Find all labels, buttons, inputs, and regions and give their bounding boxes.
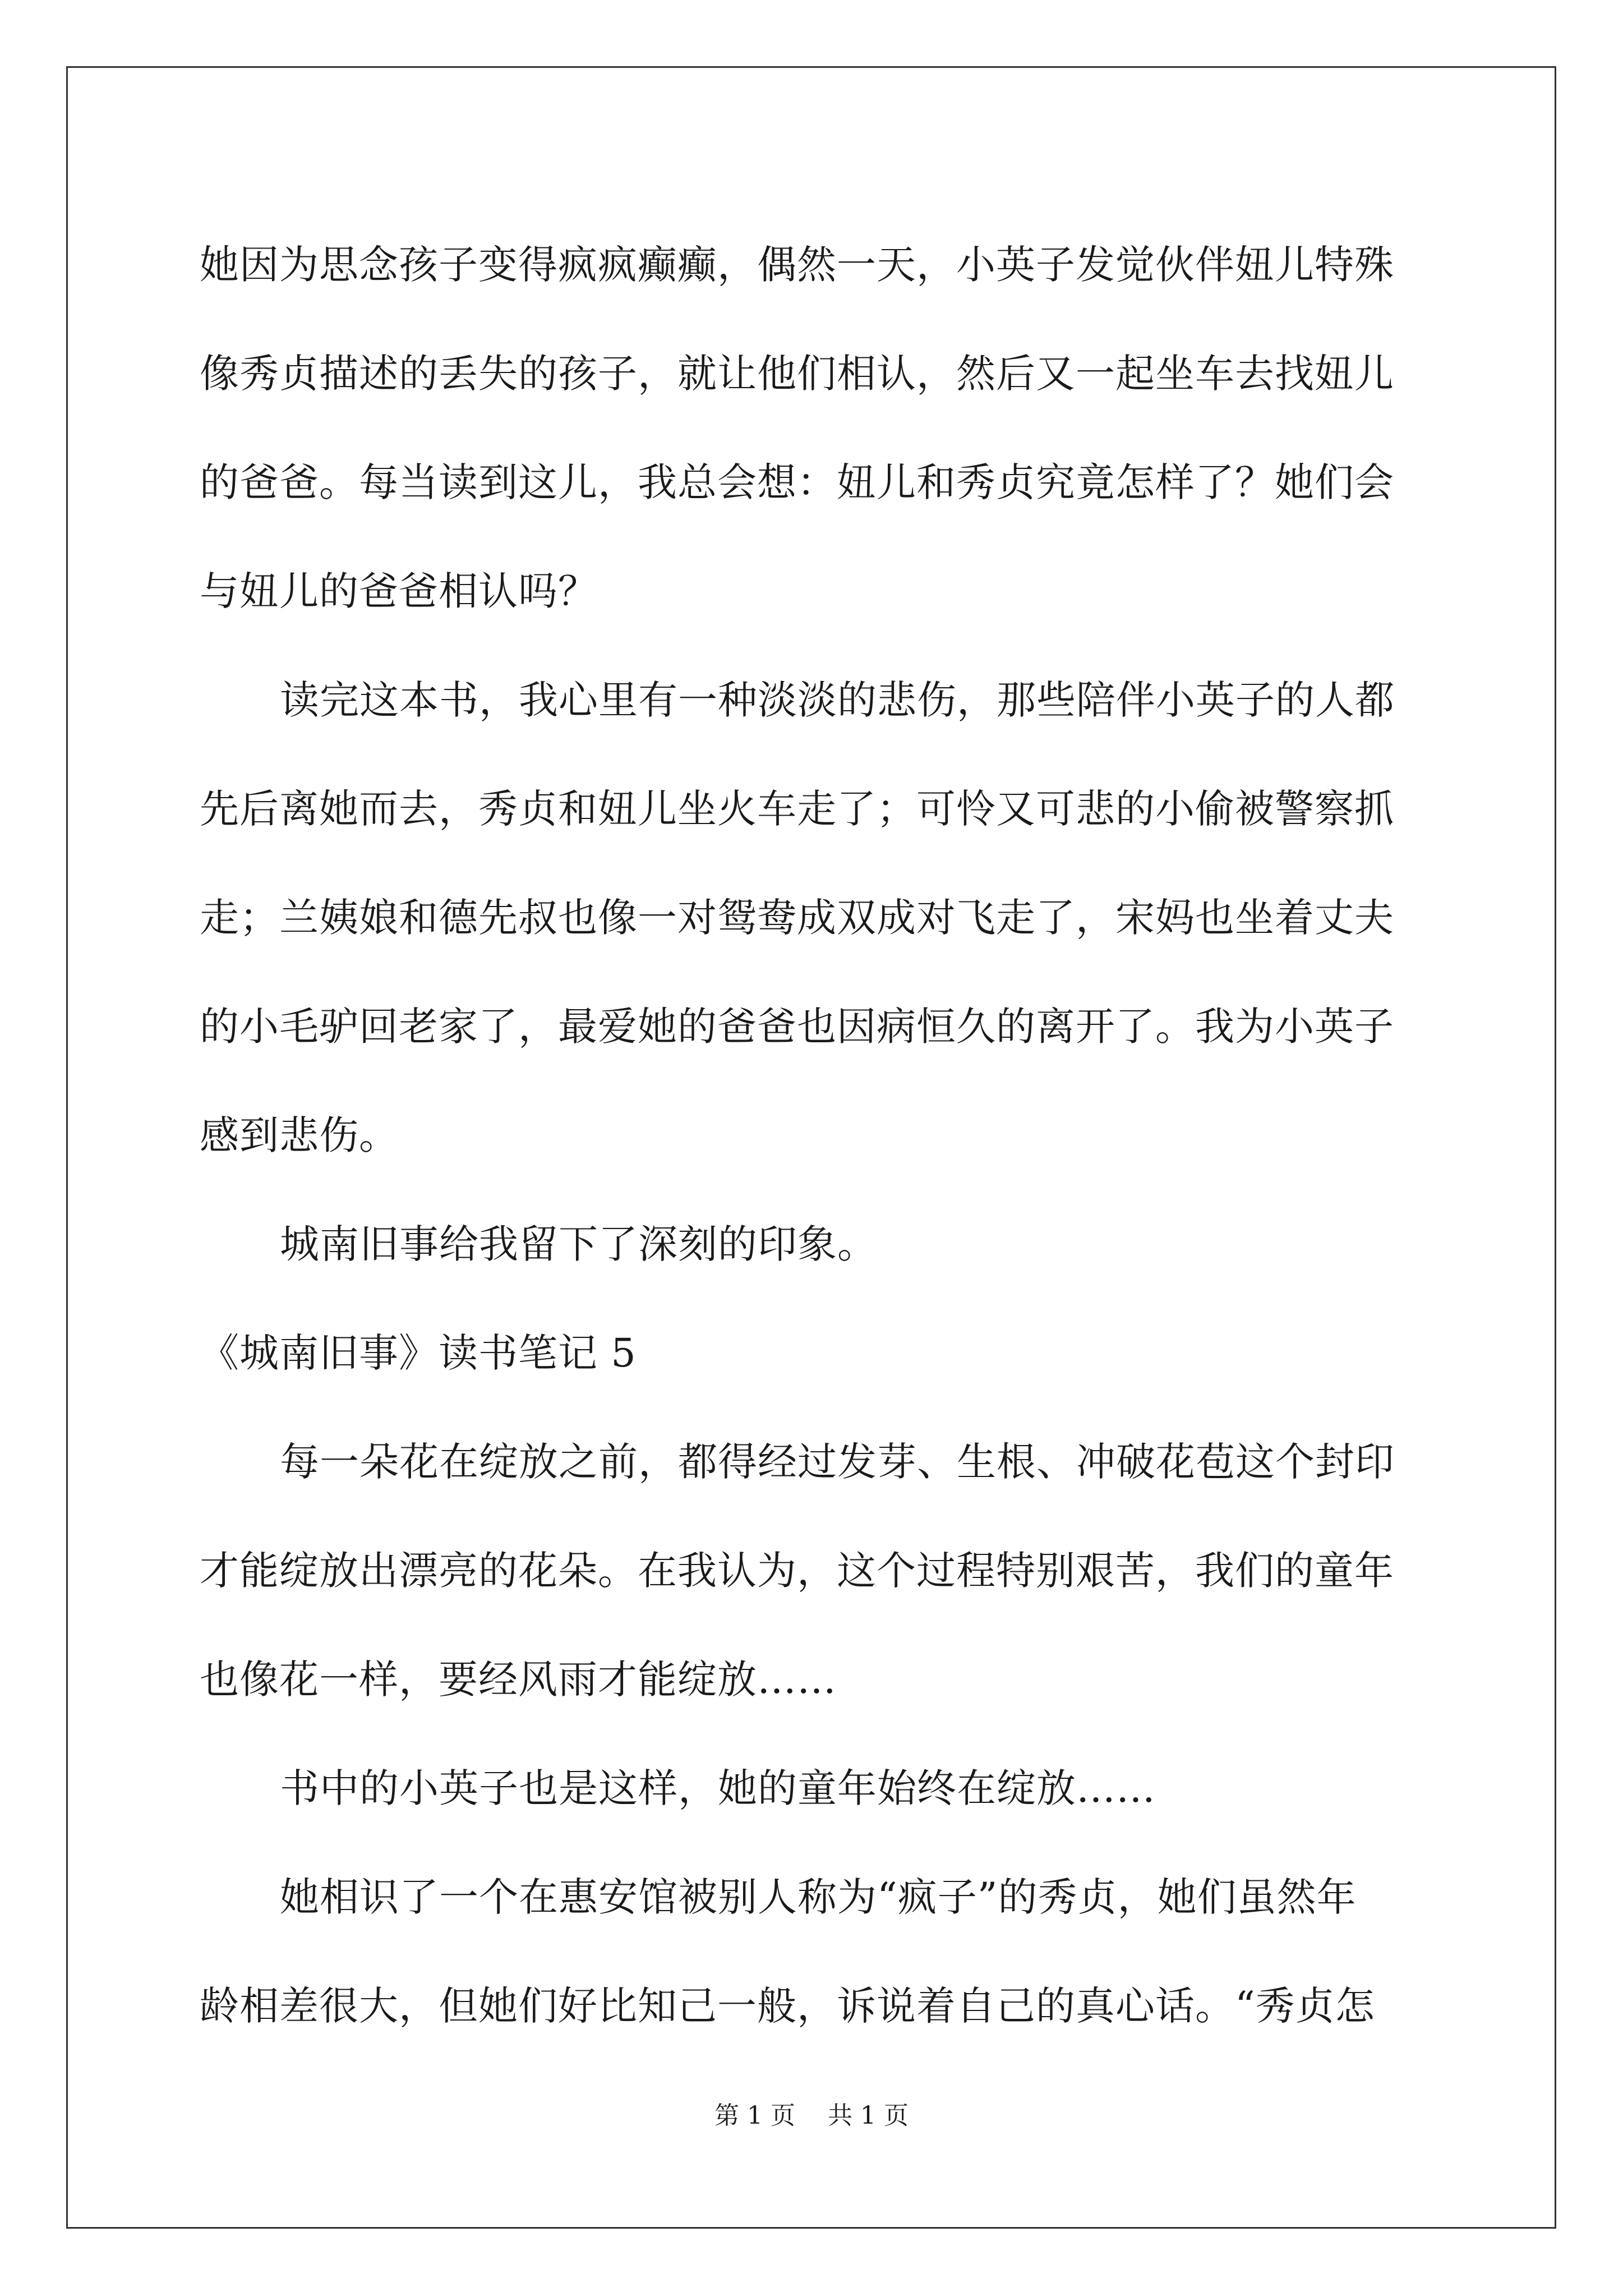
text-line: 书中的小英子也是这样，她的童年始终在绽放……	[280, 1765, 1156, 1811]
text-line: 才能绽放出漂亮的花朵。在我认为，这个过程特别艰苦，我们的童年	[200, 1548, 1394, 1594]
text-line: 每一朵花在绽放之前，都得经过发芽、生根、冲破花苞这个封印	[280, 1439, 1395, 1485]
document-body	[200, 210, 1428, 2060]
text-line: 读完这本书，我心里有一种淡淡的悲伤，那些陪伴小英子的人都	[280, 677, 1395, 723]
text-line: 像秀贞描述的丢失的孩子，就让他们相认，然后又一起坐车去找妞儿	[200, 351, 1394, 397]
text-line: 她相识了一个在惠安馆被别人称为“疯子”的秀贞，她们虽然年	[280, 1874, 1357, 1920]
page-number-total: 共 1 页	[828, 2101, 909, 2130]
text-line: 《城南旧事》读书笔记 5	[200, 1330, 637, 1376]
text-line: 的爸爸。每当读到这儿，我总会想：妞儿和秀贞究竟怎样了？她们会	[200, 459, 1394, 505]
text-line: 她因为思念孩子变得疯疯癫癫，偶然一天，小英子发觉伙伴妞儿特殊	[200, 242, 1394, 288]
text-line: 龄相差很大，但她们好比知己一般，诉说着自己的真心话。“秀贞怎	[200, 1983, 1375, 2029]
text-line: 与妞儿的爸爸相认吗？	[200, 568, 598, 614]
text-line: 感到悲伤。	[200, 1112, 399, 1158]
text-line: 城南旧事给我留下了深刻的印象。	[280, 1221, 877, 1267]
page-footer	[0, 2099, 1623, 2133]
page-number-current: 第 1 页	[714, 2101, 795, 2130]
text-line: 的小毛驴回老家了，最爱她的爸爸也因病恒久的离开了。我为小英子	[200, 1004, 1394, 1050]
text-line: 先后离她而去，秀贞和妞儿坐火车走了；可怜又可悲的小偷被警察抓	[200, 786, 1394, 832]
text-line: 走；兰姨娘和德先叔也像一对鸳鸯成双成对飞走了，宋妈也坐着丈夫	[200, 895, 1394, 941]
text-line: 也像花一样，要经风雨才能绽放……	[200, 1657, 837, 1703]
